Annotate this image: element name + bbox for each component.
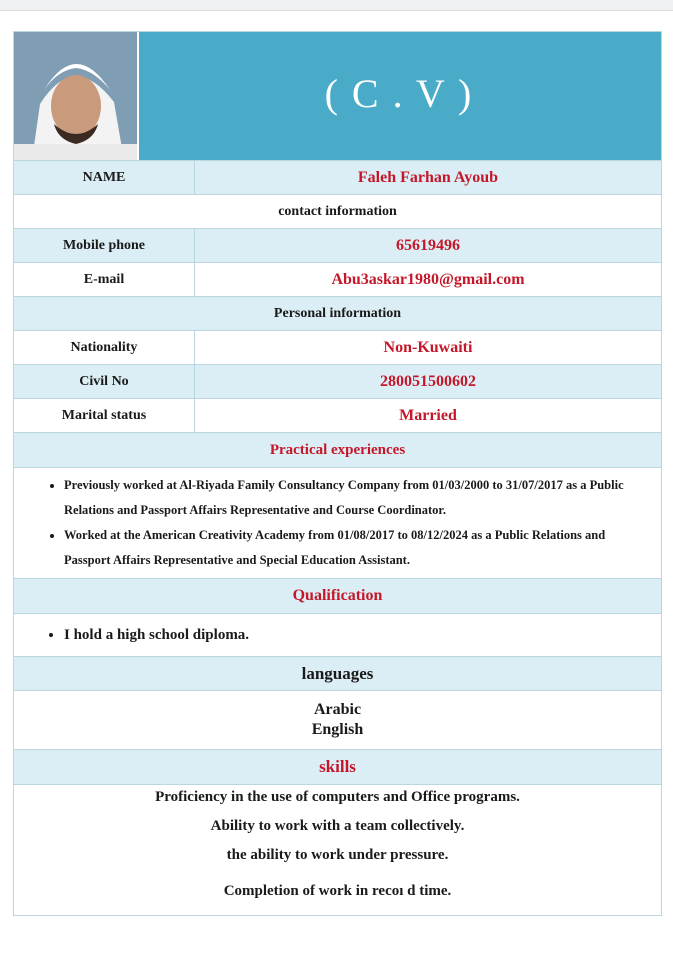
skills-row [14,784,661,915]
mobile-value: 65619496 [396,236,460,254]
list-item: Proficiency in the use of computers and Office programs. [155,789,520,805]
experience-heading-row [14,432,661,467]
contact-heading-row [14,194,661,228]
email-label: E-mail [14,263,195,296]
skills-heading-row [14,749,661,784]
list-item: English [311,721,364,738]
name-value: Faleh Farhan Ayoub [357,168,499,186]
personal-heading: Personal information [273,305,402,321]
civil-value: 280051500602 [380,372,476,390]
top-bar [0,0,673,11]
mobile-label: Mobile phone [14,229,195,262]
civil-row [14,364,661,398]
person-portrait-icon [14,32,137,160]
skills-heading: skills [319,757,356,776]
list-item: • Worked at the American Creativity Academy from 01/08/2017 to 08/12/2024 as a Public Relations and Passport Affairs Representative and Special Education Assistant. [64,523,653,573]
qualification-list-row [14,613,661,656]
email-row [14,262,661,296]
name-row [14,160,661,194]
list-item: • I hold a high school diploma. [64,623,249,648]
civil-label: Civil No [14,365,195,398]
qualification-heading-row [14,578,661,613]
cv-title: ( C . V ) [324,71,474,116]
qualification-heading: Qualification [292,587,383,604]
qualification-list [14,623,257,648]
experience-list-row [14,467,661,578]
list-item: Arabic [313,701,362,718]
marital-label: Marital status [14,399,195,432]
marital-row [14,398,661,432]
list-item: Ability to work with a team collectively. [210,818,465,834]
personal-heading-row [14,296,661,330]
languages-heading: languages [301,663,374,683]
cv-document [13,31,662,916]
nationality-value: Non-Kuwaiti [383,338,473,356]
cv-header [14,32,661,160]
mobile-row [14,228,661,262]
name-label: NAME [14,161,195,194]
skills-list [14,785,661,901]
languages-list [14,700,661,740]
experience-heading: Practical experiences [269,441,406,458]
email-value: Abu3askar1980@gmail.com [331,270,525,288]
languages-row [14,690,661,749]
contact-heading: contact information [278,203,397,219]
profile-photo [14,32,139,160]
list-item: Completion of work in recoı d time. [223,883,452,899]
list-item: • Previously worked at Al-Riyada Family Consultancy Company from 01/03/2000 to 31/07/2017 as a Public Relations and Passport Affairs Representative and Course Coordinator. [64,473,653,523]
marital-value: Married [399,406,457,424]
languages-heading-row [14,656,661,690]
nationality-label: Nationality [14,331,195,364]
experience-list [14,473,661,573]
nationality-row [14,330,661,364]
list-item: the ability to work under pressure. [226,847,449,863]
